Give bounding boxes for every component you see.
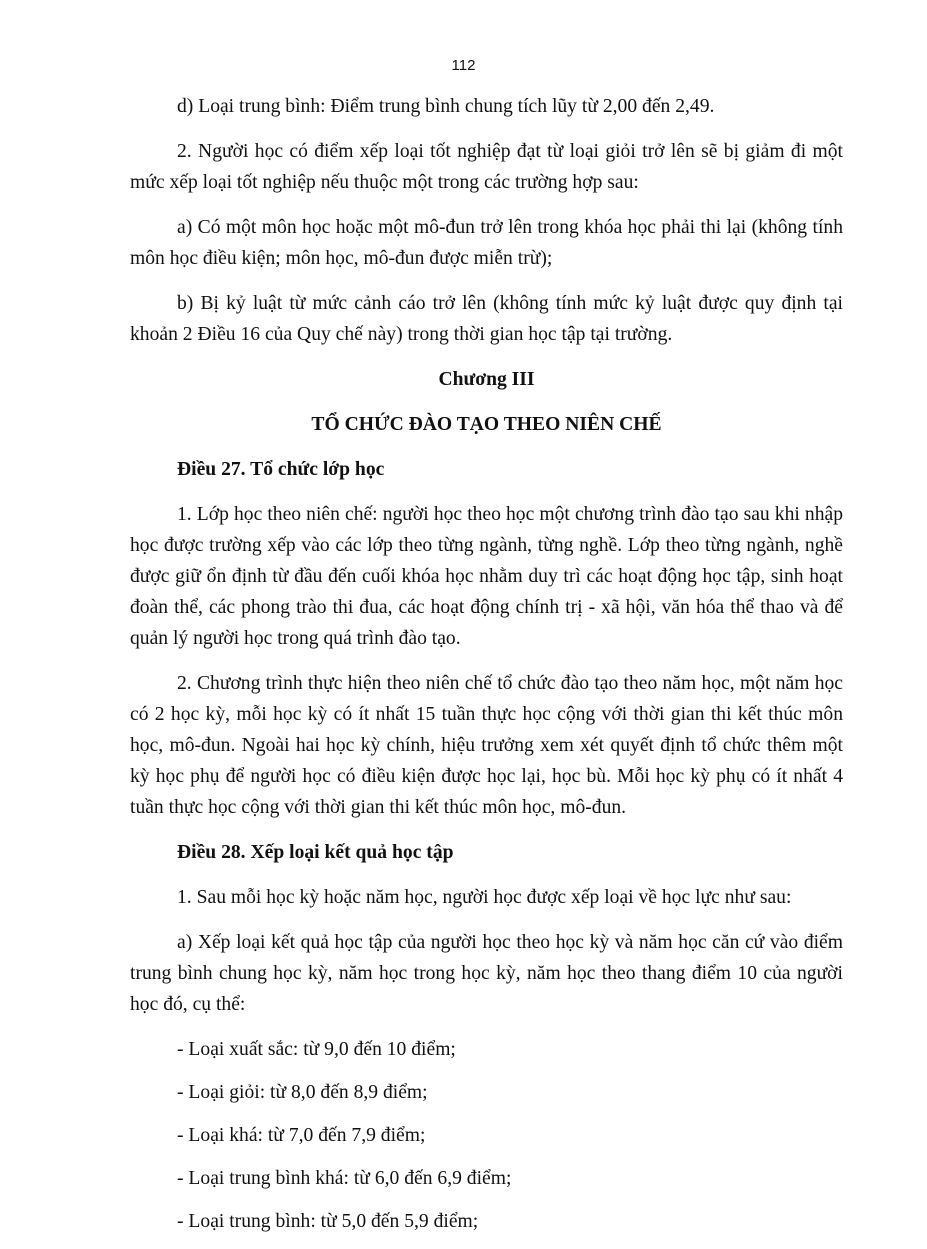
list-item: - Loại khá: từ 7,0 đến 7,9 điểm; [177, 1125, 426, 1146]
list-item: - Loại trung bình: từ 5,0 đến 5,9 điểm; [177, 1211, 479, 1232]
grade-list [130, 1034, 843, 1237]
paragraph-classification-intro: 1. Sau mỗi học kỳ hoặc năm học, người học được xếp loại về học lực như sau: [177, 887, 792, 908]
article-28-heading: Điều 28. Xếp loại kết quả học tập [177, 842, 454, 863]
chapter-label: Chương III [438, 369, 535, 390]
paragraph-graduation-demotion: 2. Người học có điểm xếp loại tốt nghiệp đạt từ loại giỏi trở lên sẽ bị giảm đi một mức xếp loại tốt nghiệp nếu thuộc một trong các trường hợp sau: [130, 141, 843, 193]
article-27-heading: Điều 27. Tổ chức lớp học [177, 459, 385, 480]
paragraph-class-organization: 1. Lớp học theo niên chế: người học theo học một chương trình đào tạo sau khi nhập học được trường xếp vào các lớp theo từng ngành, từng nghề. Lớp theo từng ngành, nghề được giữ ổn định từ đầu đến cuối khóa học nhằm duy trì các hoạt động học tập, sinh hoạt đoàn thể, các phong trào thi đua, các hoạt động chính trị - xã hội, văn hóa thể thao và để quản lý người học trong quá trình đào tạo. [130, 504, 843, 649]
list-item: - Loại xuất sắc: từ 9,0 đến 10 điểm; [177, 1039, 456, 1060]
page-number: 112 [451, 57, 476, 74]
list-item: - Loại giỏi: từ 8,0 đến 8,9 điểm; [177, 1082, 428, 1103]
paragraph-program-schedule: 2. Chương trình thực hiện theo niên chế tổ chức đào tạo theo năm học, một năm học có 2 học kỳ, mỗi học kỳ có ít nhất 15 tuần thực học cộng với thời gian thi kết thúc môn học, mô-đun. Ngoài hai học kỳ chính, hiệu trưởng xem xét quyết định tổ chức thêm một kỳ học phụ để người học có điều kiện được học lại, học bù. Mỗi học kỳ phụ có ít nhất 4 tuần thực học cộng với thời gian thi kết thúc môn học, mô-đun. [130, 673, 843, 818]
paragraph-classification-basis: a) Xếp loại kết quả học tập của người học theo học kỳ và năm học căn cứ vào điểm trung bình chung học kỳ, năm học trong học kỳ, năm học theo thang điểm 10 của người học đó, cụ thể: [130, 932, 843, 1015]
paragraph-condition-a: a) Có một môn học hoặc một mô-đun trở lên trong khóa học phải thi lại (không tính môn học điều kiện; môn học, mô-đun được miễn trừ); [130, 217, 843, 269]
paragraph-grade-d: d) Loại trung bình: Điểm trung bình chung tích lũy từ 2,00 đến 2,49. [177, 96, 715, 117]
paragraph-condition-b: b) Bị kỷ luật từ mức cảnh cáo trở lên (không tính mức kỷ luật được quy định tại khoản 2 Điều 16 của Quy chế này) trong thời gian học tập tại trường. [130, 293, 843, 345]
chapter-title: TỔ CHỨC ĐÀO TẠO THEO NIÊN CHẾ [311, 414, 662, 435]
list-item: - Loại trung bình khá: từ 6,0 đến 6,9 điểm; [177, 1168, 512, 1189]
page-content [130, 91, 843, 1249]
